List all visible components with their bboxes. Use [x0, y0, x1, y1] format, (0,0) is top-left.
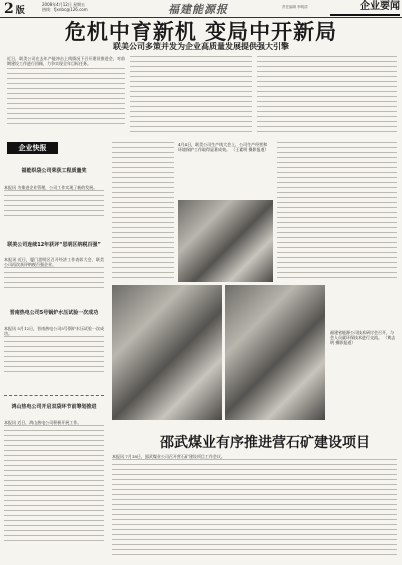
coal-yard-photo — [225, 285, 325, 420]
sidebar-divider — [4, 395, 104, 396]
sidebar-title: 企业快报 — [7, 142, 58, 154]
masthead-logo: 福建能源报 — [168, 3, 228, 16]
bottom-headline: 邵武煤业有序推进营石矿建设项目 — [160, 435, 370, 451]
center-column-text — [112, 142, 174, 282]
sidebar-item-3-text: 本报讯 5月12日，晋南热电公司5号锅炉水压试验一次成功。 — [4, 326, 104, 386]
photo-1-caption: 4月4日，联美公司生产线大会上，公司生产经营和环境保护工作取得显著成效。 （王素明 摄影报道） — [178, 142, 269, 152]
sidebar-item-1-text: 本报讯 为推进企业管理，公司工作实现了新的发展。 — [4, 185, 104, 235]
photo-2-caption: 福建省能源公司技术研讨会召开，与会人员就环保技术进行交流。 （黄志明 摄影报道） — [330, 330, 396, 345]
sidebar-item-2-text: 本报讯 近日，厦门思明区召开经济工作表彰大会，联美公司再次获评纳税百强企业。 — [4, 257, 104, 302]
bottom-story-text: 本报讯 7月18日，邵武煤业公司召开营石矿建设项目工作会议。 — [112, 454, 397, 560]
editor-line: 责任编辑 李明清 — [282, 5, 308, 9]
right-column-text — [277, 142, 397, 282]
main-headline: 危机中育新机 变局中开新局 — [64, 20, 338, 44]
section-title: 企业要闻 — [330, 0, 400, 16]
sidebar-item-4-text: 本报讯 近日，鸿山热电公司积极开展工作。 — [4, 420, 104, 560]
main-story-column-3 — [257, 56, 397, 136]
page-number: 2 版 — [4, 1, 25, 17]
main-subhead: 联美公司多策并发为企业高质量发展提供强大引擎 — [113, 42, 289, 51]
hotline: 热线：fjxnbc@126.com — [42, 7, 88, 12]
sidebar-item-1-title: 福能织袋公司荣获工程质量奖 — [21, 168, 87, 174]
sidebar-item-3-title: 晋南热电公司5号锅炉水压试验一次成功 — [9, 310, 99, 316]
conference-photo — [178, 200, 273, 282]
workers-photo — [112, 285, 222, 420]
main-story-column-2 — [130, 56, 252, 136]
sidebar-item-4-title: 鸿山热电公司开启双袋环节前筹划推进 — [11, 404, 97, 410]
sidebar-item-2-title: 联美公司连续12年获评“思明区纳税百强” — [7, 242, 101, 248]
body-text-lines — [7, 68, 125, 126]
date-info — [42, 2, 88, 12]
date-line: 2008年4月12日 星期五 — [42, 2, 86, 7]
main-story-lead: 近日，联美公司在去年产能冲击上线情况下召开建设推进会，对前期建设工作进行回顾，力争实现全年目标任务。 — [7, 56, 125, 136]
